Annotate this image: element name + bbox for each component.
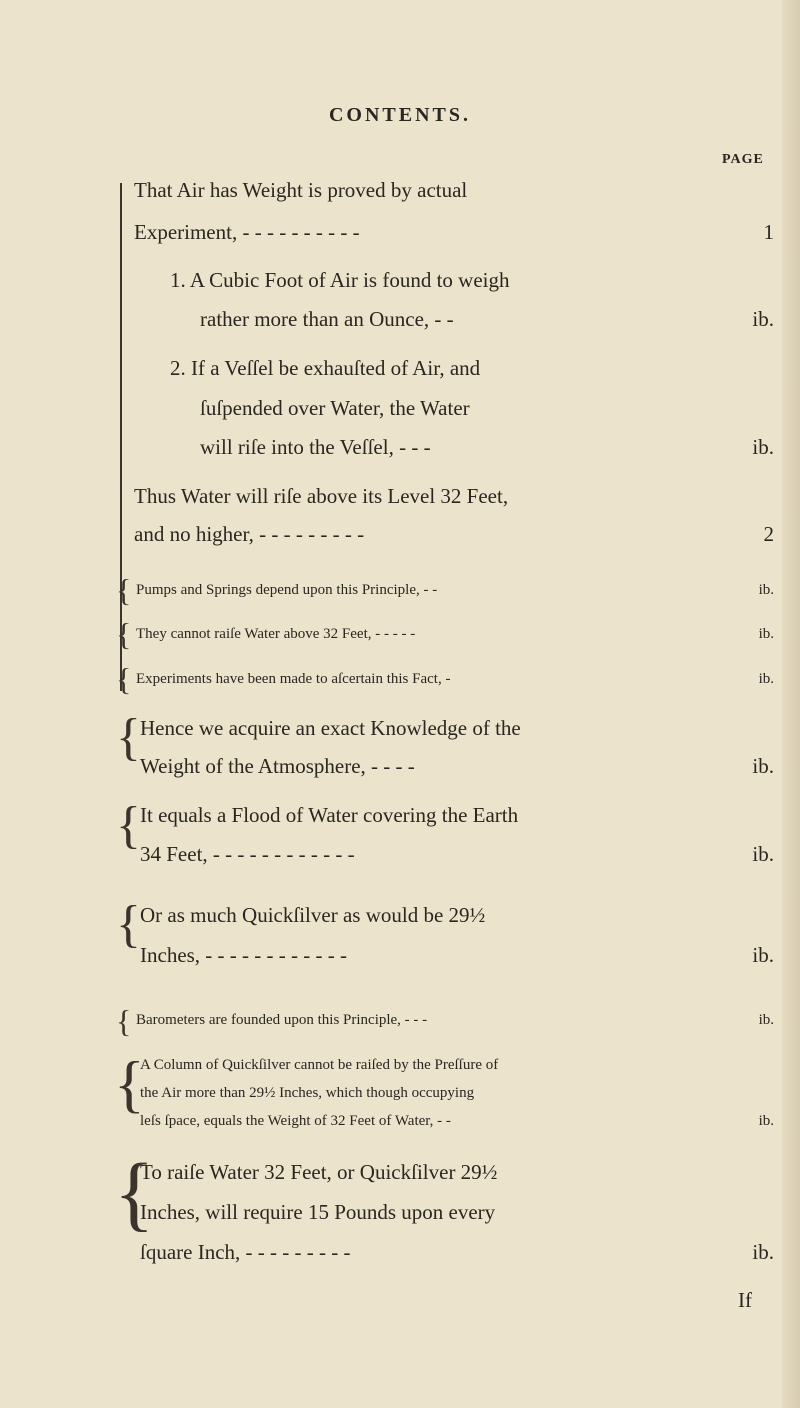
page-number: ib. bbox=[758, 1113, 774, 1129]
entry-line: Experiment, - - - - - - - - - - bbox=[134, 220, 360, 244]
entry-line: 2. If a Veſſel be exhauſted of Air, and bbox=[170, 356, 481, 380]
brace: { bbox=[116, 797, 141, 854]
page-number: ib. bbox=[758, 626, 774, 642]
entry-line: Weight of the Atmosphere, - - - - bbox=[140, 754, 415, 778]
page-number: ib. bbox=[752, 754, 774, 778]
entry-line: leſs ſpace, equals the Weight of 32 Feet of Water, - - bbox=[140, 1113, 451, 1129]
catchword: If bbox=[738, 1288, 752, 1312]
entry-line: will riſe into the Veſſel, - - - bbox=[200, 435, 431, 459]
brace: { bbox=[116, 709, 141, 766]
page-number: ib. bbox=[752, 307, 774, 331]
page-number: ib. bbox=[752, 1240, 774, 1264]
brace-bar bbox=[120, 183, 122, 691]
page-number: ib. bbox=[758, 582, 774, 598]
brace: { bbox=[116, 572, 132, 608]
brace: { bbox=[116, 896, 141, 953]
entry-line: 34 Feet, - - - - - - - - - - - - bbox=[140, 842, 355, 866]
entry-line: and no higher, - - - - - - - - - bbox=[134, 522, 365, 546]
entry-line: Or as much Quickſilver as would be 29½ bbox=[140, 903, 486, 927]
page-column-label: PAGE bbox=[722, 152, 764, 167]
brace: { bbox=[116, 1003, 132, 1039]
entry-line: ſquare Inch, - - - - - - - - - bbox=[140, 1240, 351, 1264]
entry-line: To raiſe Water 32 Feet, or Quickſilver 29½ bbox=[140, 1160, 498, 1184]
entry-line: rather more than an Ounce, - - bbox=[200, 307, 454, 331]
page-number: 1 bbox=[763, 220, 774, 244]
page-number: ib. bbox=[752, 943, 774, 967]
page-number: 2 bbox=[763, 522, 774, 546]
brace: { bbox=[116, 661, 132, 697]
page-number: ib. bbox=[758, 671, 774, 687]
page-edge bbox=[782, 0, 800, 1408]
entry-line: the Air more than 29½ Inches, which though occupying bbox=[140, 1085, 475, 1101]
entry-line: Inches, - - - - - - - - - - - - bbox=[140, 943, 347, 967]
entry-line: It equals a Flood of Water covering the Earth bbox=[140, 803, 519, 827]
entry-line: Inches, will require 15 Pounds upon every bbox=[140, 1200, 496, 1224]
entry-line: ſuſpended over Water, the Water bbox=[200, 396, 470, 420]
entry-line: Hence we acquire an exact Knowledge of the bbox=[140, 716, 521, 740]
page-title: CONTENTS. bbox=[328, 104, 472, 126]
entry-line: A Column of Quickſilver cannot be raiſed by the Preſſure of bbox=[140, 1057, 499, 1073]
entry-line: Experiments have been made to aſcertain this Fact, - bbox=[136, 671, 451, 687]
entry-line: Thus Water will riſe above its Level 32 Feet, bbox=[134, 484, 509, 508]
entry-line: Barometers are founded upon this Principle, - - - bbox=[136, 1012, 428, 1028]
entry-line: 1. A Cubic Foot of Air is found to weigh bbox=[170, 268, 510, 292]
page-number: ib. bbox=[758, 1012, 774, 1028]
brace: { bbox=[114, 1048, 145, 1119]
entry-line: That Air has Weight is proved by actual bbox=[134, 178, 468, 202]
entry-line: Pumps and Springs depend upon this Principle, - - bbox=[136, 582, 438, 598]
brace: { bbox=[116, 616, 132, 652]
entry-line: They cannot raiſe Water above 32 Feet, - - - - - bbox=[136, 626, 416, 642]
brace: { bbox=[114, 1147, 155, 1240]
page-number: ib. bbox=[752, 435, 774, 459]
page-number: ib. bbox=[752, 842, 774, 866]
